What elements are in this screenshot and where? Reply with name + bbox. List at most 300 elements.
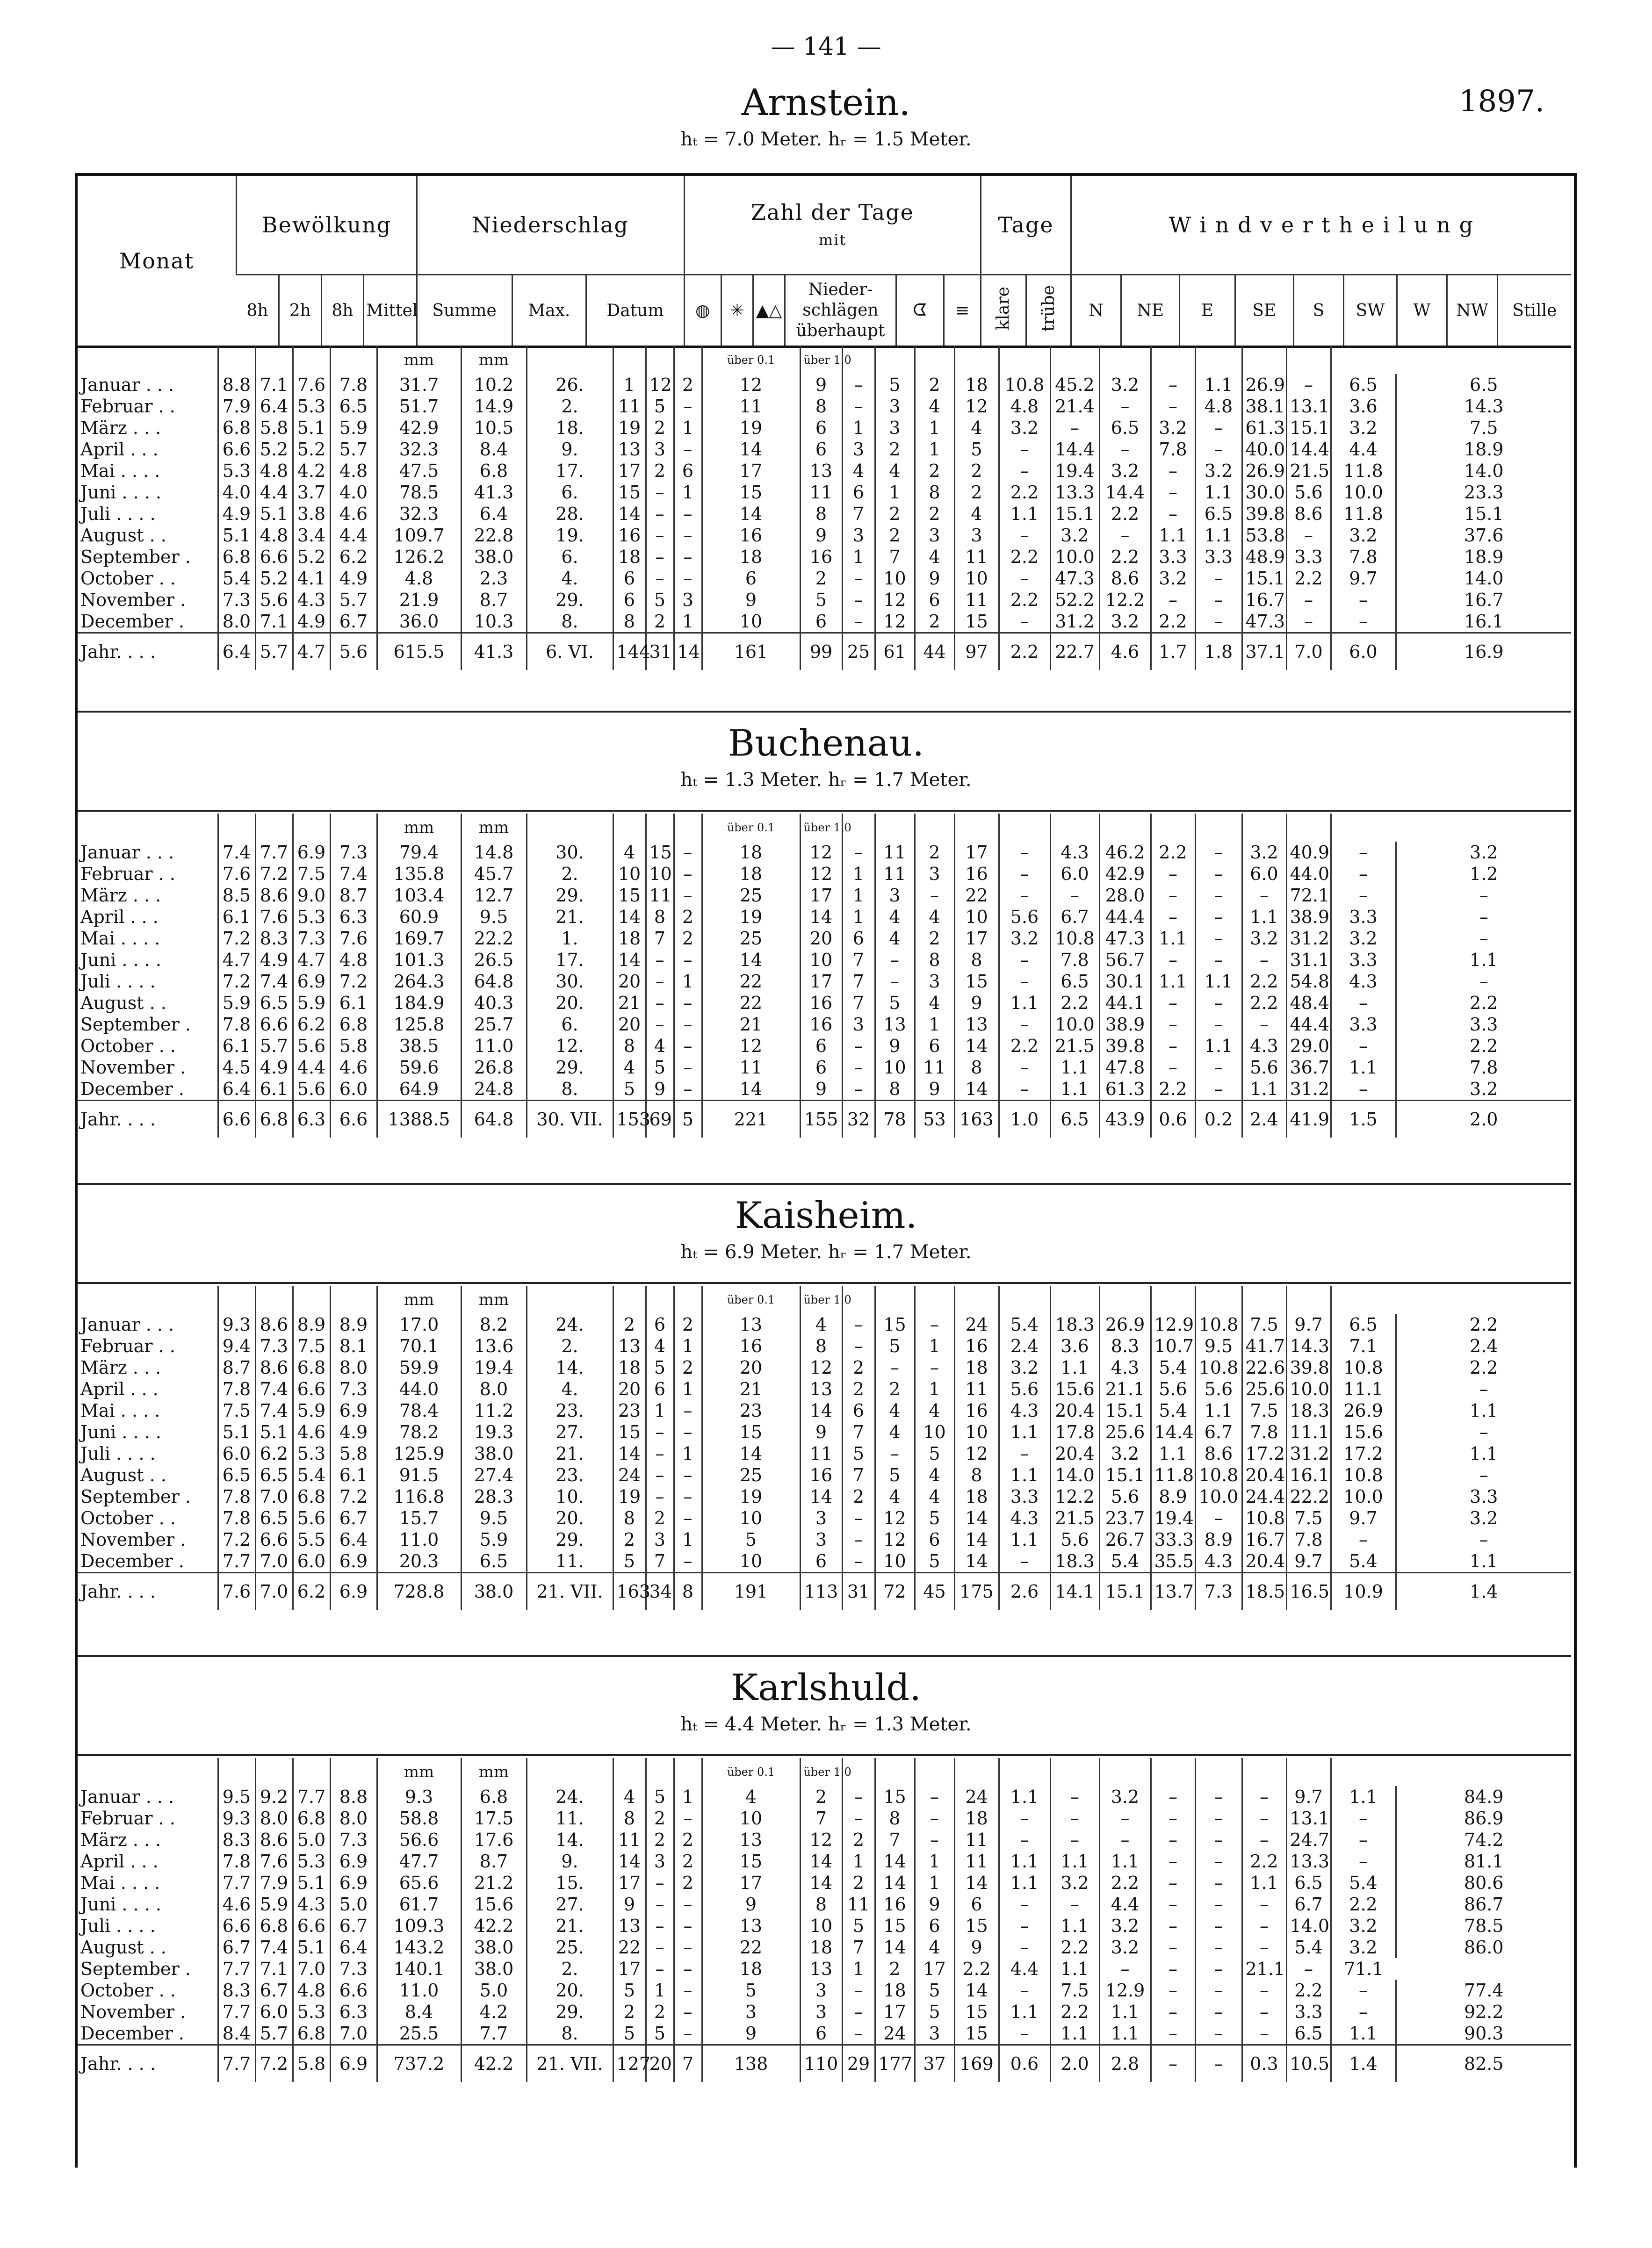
table-cell: 1.1 (1195, 1400, 1242, 1421)
station-table (78, 1286, 1571, 1610)
empty-cell (915, 814, 954, 842)
table-cell: 4. (527, 1378, 613, 1400)
month-label: März . . . (80, 885, 161, 906)
table-cell: 17.2 (1242, 1443, 1286, 1464)
table-cell: 10.8 (1195, 1464, 1242, 1486)
col-n: N (1071, 275, 1121, 346)
table-cell: 5 (954, 439, 999, 460)
table-cell: – (1195, 1057, 1242, 1078)
table-cell: 18 (875, 1980, 915, 2001)
table-cell: – (1151, 1786, 1195, 1808)
table-cell: 3 (842, 1014, 875, 1035)
table-cell: 2.6 (999, 1573, 1050, 1610)
table-cell: 22 (702, 1937, 800, 1958)
table-cell: 163 (954, 1101, 999, 1138)
table-cell: 7 (842, 1421, 875, 1443)
table-cell: 22 (702, 971, 800, 992)
table-cell: 11.0 (461, 1035, 527, 1057)
table-cell: 2 (646, 1507, 674, 1529)
table-cell: 5.9 (255, 1894, 293, 1915)
table-cell: 14 (702, 1443, 800, 1464)
table-cell: 1 (674, 417, 702, 439)
table-cell: – (1151, 1808, 1195, 1829)
table-cell: 29. (527, 1529, 613, 1550)
table-cell: 14 (702, 439, 800, 460)
table-cell: 1.0 (999, 1101, 1050, 1138)
table-cell: – (674, 2023, 702, 2045)
empty-cell (218, 814, 255, 842)
table-cell: 8.3 (218, 1980, 255, 2001)
table-cell: 6.5 (1396, 374, 1571, 396)
year-total-row (78, 1573, 1571, 1610)
table-cell: 1.4 (1396, 1573, 1571, 1610)
col-summe: Summe (417, 275, 512, 346)
table-cell: 10.2 (461, 374, 527, 396)
table-cell: 10 (702, 611, 800, 633)
table-cell: 6.7 (330, 611, 377, 633)
table-cell: 10 (875, 568, 915, 589)
table-cell: 8 (613, 611, 646, 633)
table-cell: 2 (674, 906, 702, 928)
table-cell: 7.8 (1396, 1057, 1571, 1078)
table-cell: 2 (915, 611, 954, 633)
table-cell: 43.9 (1099, 1101, 1151, 1138)
table-cell: 3 (875, 396, 915, 417)
table-cell: 184.9 (377, 992, 461, 1014)
table-cell: 15.1 (1099, 1464, 1151, 1486)
table-cell: 6.0 (255, 2001, 293, 2023)
table-cell: 32 (842, 1101, 875, 1138)
table-cell: 3.2 (1242, 928, 1286, 949)
unit-ueber-01: über 0.1 (702, 1286, 800, 1314)
table-cell: 2 (800, 568, 842, 589)
table-cell: 14. (527, 1357, 613, 1378)
table-cell: 61.3 (1099, 1078, 1151, 1101)
table-cell: 1 (842, 885, 875, 906)
station-heights: hₜ = 4.4 Meter. hᵣ = 1.3 Meter. (680, 1714, 972, 1735)
table-cell: 14.4 (1286, 439, 1331, 460)
table-cell: 11.1 (1331, 1378, 1396, 1400)
table-cell: 1 (674, 1378, 702, 1400)
unit-mm: mm (461, 1286, 527, 1314)
table-cell: 18.9 (1396, 546, 1571, 568)
table-cell: 4.8 (999, 396, 1050, 417)
table-cell: 86.9 (1396, 1808, 1571, 1829)
table-cell: 155 (800, 1101, 842, 1138)
table-cell: 44.4 (1099, 906, 1151, 928)
table-cell: 11. (527, 1808, 613, 1829)
table-cell: 74.2 (1396, 1829, 1571, 1851)
table-cell: 1.1 (1396, 949, 1571, 971)
table-cell: 14 (613, 1443, 646, 1464)
table-cell: 9 (915, 1894, 954, 1915)
table-cell: 7.7 (218, 1550, 255, 1573)
empty-cell (1099, 1286, 1151, 1314)
empty-cell (78, 814, 218, 842)
table-cell: 5 (646, 1057, 674, 1078)
table-cell: – (1286, 1958, 1331, 1980)
table-cell: 8. (527, 611, 613, 633)
table-cell: – (674, 439, 702, 460)
table-cell: – (1195, 1915, 1242, 1937)
table-cell: 5.7 (255, 2023, 293, 2045)
table-cell: 3.2 (1396, 1078, 1571, 1101)
unit-ueber-01: über 0.1 (702, 814, 800, 842)
table-cell: – (1242, 1915, 1286, 1937)
table-cell: 11 (875, 842, 915, 863)
table-row (78, 1550, 1571, 1573)
table-cell: 8.9 (1151, 1486, 1195, 1507)
table-cell: – (1151, 1937, 1195, 1958)
table-cell: 9. (527, 1851, 613, 1872)
table-cell: – (1195, 1851, 1242, 1872)
table-cell: 24 (613, 1464, 646, 1486)
table-cell: 14 (613, 503, 646, 525)
table-cell: 8 (646, 906, 674, 928)
table-cell: 5 (646, 589, 674, 611)
table-cell: 24.8 (461, 1078, 527, 1101)
table-cell: 4.3 (293, 1894, 330, 1915)
table-cell: 177 (875, 2045, 915, 2082)
table-cell: 20 (613, 971, 646, 992)
table-cell: 7.9 (218, 396, 255, 417)
table-cell: 37.6 (1396, 525, 1571, 546)
station-name: Arnstein. (741, 82, 911, 124)
table-cell: 4.9 (255, 1057, 293, 1078)
table-cell: 4.6 (330, 503, 377, 525)
tage-header: Tage (981, 176, 1071, 275)
table-cell: 3 (674, 589, 702, 611)
month-label: December . (80, 1551, 184, 1571)
table-cell: 6.8 (293, 1486, 330, 1507)
table-cell: 9 (800, 525, 842, 546)
table-cell: – (1151, 2001, 1195, 2023)
table-row (78, 1357, 1571, 1378)
table-cell: 9. (527, 439, 613, 460)
table-cell: 7.6 (218, 1573, 255, 1610)
table-row (78, 1958, 1571, 1980)
table-row (78, 611, 1571, 633)
table-cell: 3.2 (1099, 1443, 1151, 1464)
table-cell: 4 (915, 906, 954, 928)
table-cell: 15.1 (1050, 503, 1099, 525)
empty-cell (78, 1286, 218, 1314)
table-cell: 7 (842, 1464, 875, 1486)
month-label: November . (80, 2002, 186, 2022)
table-cell: – (1195, 589, 1242, 611)
table-cell: 3.2 (1050, 1872, 1099, 1894)
table-cell: 8.1 (330, 1335, 377, 1357)
table-cell: 48.9 (1242, 546, 1286, 568)
table-cell: 38.0 (461, 1958, 527, 1980)
table-cell: 21.9 (377, 589, 461, 611)
table-cell: 5 (842, 1443, 875, 1464)
table-cell: – (674, 1486, 702, 1507)
table-cell: 18.3 (1050, 1314, 1099, 1335)
table-cell: 8.6 (255, 885, 293, 906)
table-cell: 15 (702, 1851, 800, 1872)
year-label: Jahr. . . . (78, 633, 218, 670)
table-cell: 4 (954, 503, 999, 525)
table-cell: 7 (842, 949, 875, 971)
month-label: September . (80, 1014, 191, 1035)
empty-cell (1151, 1286, 1195, 1314)
table-cell: 8.9 (293, 1314, 330, 1335)
table-cell: 25.7 (461, 1014, 527, 1035)
station-name: Kaisheim. (735, 1195, 917, 1237)
table-cell: 5.6 (999, 1378, 1050, 1400)
table-cell: – (1331, 2001, 1396, 2023)
units-row (78, 1758, 1571, 1786)
empty-cell (646, 814, 674, 842)
table-cell: 31 (646, 633, 674, 670)
table-cell: – (1151, 949, 1195, 971)
table-cell: 14 (702, 503, 800, 525)
table-cell: 25.6 (1099, 1421, 1151, 1443)
table-cell: 6 (800, 1057, 842, 1078)
empty-cell (613, 814, 646, 842)
table-cell: 2.2 (1242, 1851, 1286, 1872)
table-cell: – (842, 842, 875, 863)
table-cell: – (1286, 525, 1331, 546)
table-cell: 1 (915, 1872, 954, 1894)
table-cell: 15.1 (1242, 568, 1286, 589)
table-cell: 0.6 (1151, 1101, 1195, 1138)
empty-cell (330, 346, 377, 374)
table-cell: 143.2 (377, 1937, 461, 1958)
table-cell: 1.4 (1331, 2045, 1396, 2082)
table-cell: – (999, 1894, 1050, 1915)
table-cell: 2 (875, 1378, 915, 1400)
table-cell: 14.0 (1396, 568, 1571, 589)
table-cell: 5.2 (255, 439, 293, 460)
unit-ueber-01: über 0.1 (702, 346, 800, 374)
table-cell: 1.1 (1151, 971, 1195, 992)
table-cell: 2 (875, 503, 915, 525)
col-e: E (1180, 275, 1235, 346)
table-cell: 138 (702, 2045, 800, 2082)
table-cell: 7.7 (218, 2001, 255, 2023)
table-cell: 30. VII. (527, 1101, 613, 1138)
table-cell: 6.2 (330, 546, 377, 568)
month-label: April . . . (80, 1379, 159, 1399)
table-cell: 2 (954, 460, 999, 482)
table-cell: 13 (613, 1915, 646, 1937)
table-cell: 6.6 (330, 1101, 377, 1138)
table-cell: 4 (915, 992, 954, 1014)
table-cell: 20.4 (1242, 1550, 1286, 1573)
table-cell: 3 (842, 525, 875, 546)
table-cell: 11 (954, 546, 999, 568)
table-cell: 6.6 (293, 1915, 330, 1937)
table-cell: – (842, 1507, 875, 1529)
table-cell: 3 (646, 1529, 674, 1550)
page-number: — 141 — (771, 33, 881, 61)
table-cell: 14 (800, 1851, 842, 1872)
table-cell: 5.6 (255, 589, 293, 611)
table-cell: 3.2 (1099, 374, 1151, 396)
table-cell: 2.2 (954, 1958, 999, 1980)
table-cell: – (1396, 1529, 1571, 1550)
table-cell: 6.0 (293, 1550, 330, 1573)
table-cell: 17 (800, 971, 842, 992)
table-cell: – (1331, 1078, 1396, 1101)
table-cell: – (646, 1894, 674, 1915)
table-cell: 3 (800, 1507, 842, 1529)
table-cell: 70.1 (377, 1335, 461, 1357)
table-cell: 4.3 (1331, 971, 1396, 992)
table-cell: 37.1 (1242, 633, 1286, 670)
empty-cell (1099, 346, 1151, 374)
table-cell: 127 (613, 2045, 646, 2082)
table-cell: 15.1 (1396, 503, 1571, 525)
table-cell: 7.8 (218, 1851, 255, 1872)
year-label: Jahr. . . . (78, 2045, 218, 2082)
table-cell: 7.6 (218, 863, 255, 885)
table-cell: 3.3 (1151, 546, 1195, 568)
table-cell: 5 (875, 1335, 915, 1357)
table-cell: 9 (702, 1894, 800, 1915)
table-cell: 14 (800, 1486, 842, 1507)
table-cell: 3.7 (293, 482, 330, 503)
table-cell: 8 (800, 503, 842, 525)
table-cell: 10.5 (461, 417, 527, 439)
table-cell: 12.7 (461, 885, 527, 906)
empty-cell (875, 346, 915, 374)
table-cell: – (1195, 2045, 1242, 2082)
table-cell: 2 (674, 1357, 702, 1378)
table-cell: 21. VII. (527, 2045, 613, 2082)
table-cell: – (674, 2001, 702, 2023)
table-cell: 22 (954, 885, 999, 906)
table-cell: 16 (954, 863, 999, 885)
table-cell: – (1331, 1980, 1396, 2001)
table-cell: 14 (875, 1872, 915, 1894)
table-cell: 28. (527, 503, 613, 525)
table-cell: – (674, 885, 702, 906)
table-cell: 1 (842, 863, 875, 885)
table-cell: – (875, 1357, 915, 1378)
table-cell: – (1331, 863, 1396, 885)
table-cell: 14 (800, 1872, 842, 1894)
table-cell: 4 (875, 1400, 915, 1421)
table-cell: 78.2 (377, 1421, 461, 1443)
month-label: November . (80, 1057, 186, 1078)
station-name: Buchenau. (728, 722, 924, 764)
table-cell: 5.4 (999, 1314, 1050, 1335)
table-cell: 4.3 (1242, 1035, 1286, 1057)
table-cell: 18.3 (1050, 1550, 1099, 1573)
empty-cell (330, 814, 377, 842)
mit-label: mit (818, 231, 847, 249)
table-cell: 161 (702, 633, 800, 670)
table-cell: 14 (800, 1400, 842, 1421)
table-cell: 6.5 (1195, 503, 1242, 525)
station-heights: hₜ = 1.3 Meter. hᵣ = 1.7 Meter. (680, 769, 972, 791)
table-cell: 4.4 (255, 482, 293, 503)
table-cell: 14.9 (461, 396, 527, 417)
table-cell: 5 (646, 1357, 674, 1378)
table-cell: – (1195, 1808, 1242, 1829)
table-cell: 15 (613, 1421, 646, 1443)
table-cell: 5.2 (293, 439, 330, 460)
table-cell: – (999, 1980, 1050, 2001)
table-cell: 5.5 (293, 1529, 330, 1550)
empty-cell (954, 1286, 999, 1314)
table-row (78, 1937, 1571, 1958)
table-cell: – (1195, 1078, 1242, 1101)
table-cell: 8 (800, 1894, 842, 1915)
table-cell: 23. (527, 1464, 613, 1486)
table-cell: 18. (527, 417, 613, 439)
table-cell: 81.1 (1396, 1851, 1571, 1872)
table-cell: – (1396, 1464, 1571, 1486)
table-cell: 3.2 (1242, 842, 1286, 863)
table-cell: 26.9 (1242, 460, 1286, 482)
column-header (78, 176, 1571, 348)
table-cell: 15.6 (461, 1894, 527, 1915)
table-cell: 9.7 (1286, 1550, 1331, 1573)
table-cell: 7.9 (255, 1872, 293, 1894)
table-cell: 31.2 (1286, 1443, 1331, 1464)
table-cell: – (999, 1550, 1050, 1573)
table-cell: 6.5 (1050, 971, 1099, 992)
table-cell: 3 (702, 2001, 800, 2023)
table-cell: 7.3 (330, 842, 377, 863)
table-cell: 2 (674, 1872, 702, 1894)
table-cell: 61 (875, 633, 915, 670)
month-label: Juni . . . . (80, 482, 161, 503)
empty-cell (78, 346, 218, 374)
table-row (78, 460, 1571, 482)
table-cell: 5.6 (293, 1078, 330, 1101)
table-cell: 8 (613, 1507, 646, 1529)
col-ne: NE (1121, 275, 1180, 346)
table-cell: 4.7 (293, 633, 330, 670)
table-cell: 18 (800, 1937, 842, 1958)
table-cell: 42.2 (461, 1915, 527, 1937)
table-cell: 47.3 (1050, 568, 1099, 589)
table-cell: 9 (800, 374, 842, 396)
table-cell: 14 (954, 1529, 999, 1550)
table-cell: 17 (702, 460, 800, 482)
table-cell: – (1099, 525, 1151, 546)
table-row (78, 2001, 1571, 2023)
unit-ueber-10: über 1.0 (800, 814, 842, 842)
table-cell: 8.4 (218, 2023, 255, 2045)
table-cell: 6.7 (1286, 1894, 1331, 1915)
table-cell: 6 (800, 439, 842, 460)
table-cell: 264.3 (377, 971, 461, 992)
table-cell: – (1099, 1808, 1151, 1829)
table-cell: 45.7 (461, 863, 527, 885)
table-cell: – (842, 1314, 875, 1335)
table-cell: 7.0 (255, 1573, 293, 1610)
table-cell: 8.6 (255, 1357, 293, 1378)
table-cell: – (1242, 1894, 1286, 1915)
table-cell: 3.2 (1099, 1786, 1151, 1808)
table-cell: – (1396, 906, 1571, 928)
table-cell: 17 (702, 1872, 800, 1894)
table-cell: 6.6 (218, 1101, 255, 1138)
empty-cell (527, 346, 613, 374)
table-cell: 5.9 (293, 1400, 330, 1421)
table-cell: 9 (613, 1894, 646, 1915)
table-cell: 2.2 (1151, 842, 1195, 863)
table-cell: 6.5 (255, 1507, 293, 1529)
table-cell: 13.1 (1286, 396, 1331, 417)
table-cell: 2.2 (1151, 611, 1195, 633)
